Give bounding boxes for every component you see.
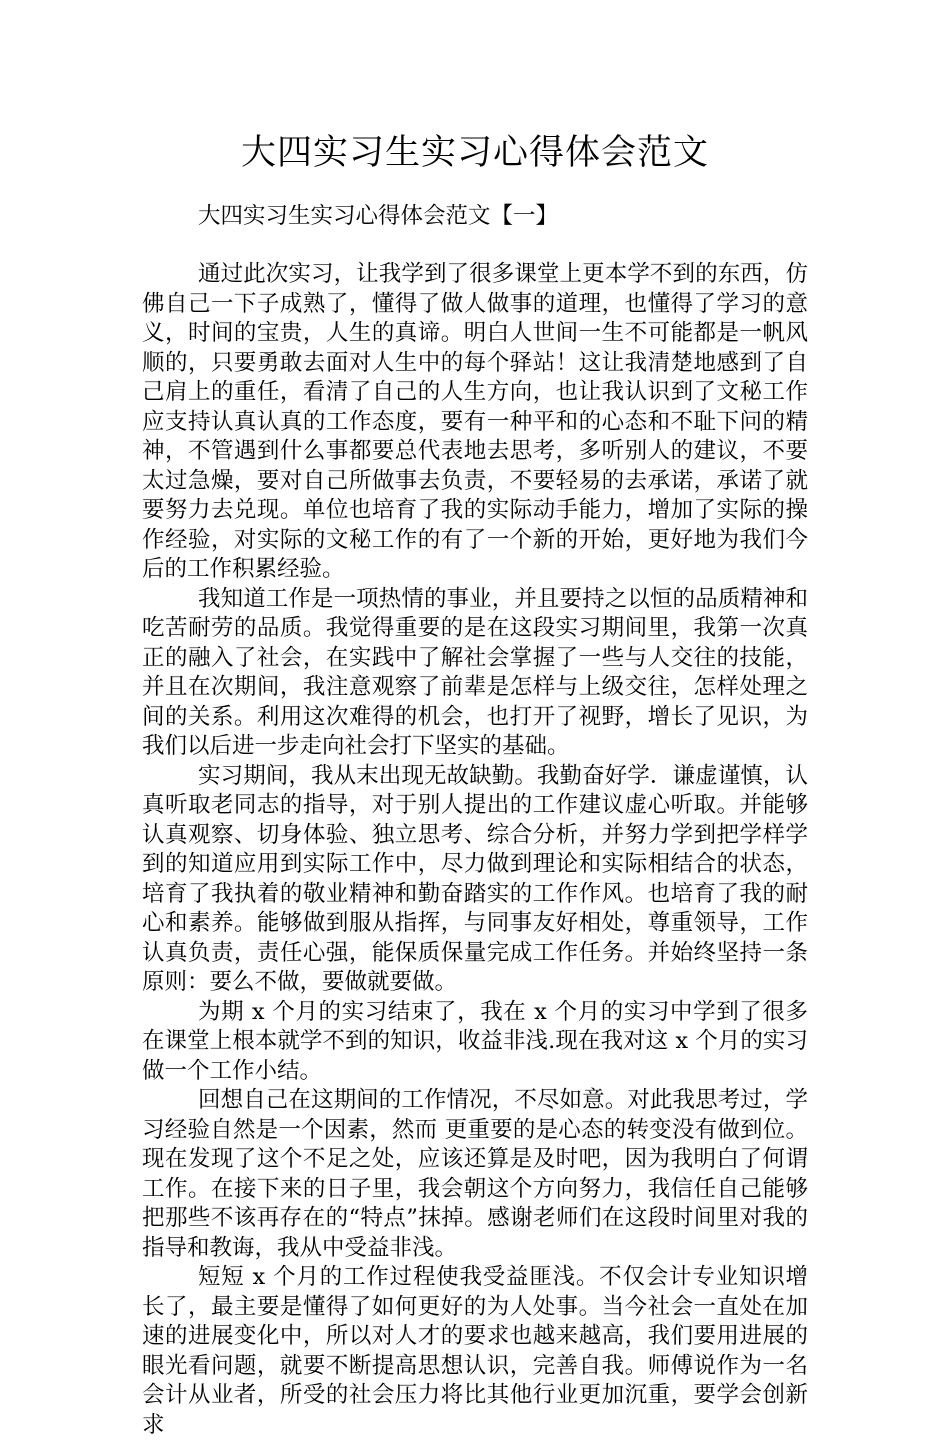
document-body xyxy=(142,260,808,1440)
body-paragraph: 我知道工作是一项热情的事业，并且要持之以恒的品质精神和吃苦耐劳的品质。我觉得重要的是在这段实习期间里，我第一次真正的融入了社会，在实践中了解社会掌握了一些与人交往的技能，并且在次期间，我注意观察了前辈是怎样与上级交往，怎样处理之间的关系。利用这次难得的机会，也打开了视野，增长了见识，为我们以后进一步走向社会打下坚实的基础。 xyxy=(142,585,808,759)
body-paragraph: 回想自己在这期间的工作情况，不尽如意。对此我思考过，学习经验自然是一个因素，然而 更重要的是心态的转变没有做到位。现在发现了这个不足之处，应该还算是及时吧，因为我明白了何谓工作。在接下来的日子里，我会朝这个方向努力，我信任自己能够把那些不该再存在的“特点”抹掉。感谢老师们在这段时间里对我的指导和教诲，我从中受益非浅。 xyxy=(142,1087,808,1261)
body-paragraph: 为期 x 个月的实习结束了，我在 x 个月的实习中学到了很多在课堂上根本就学不到的知识，收益非浅.现在我对这 x 个月的实习做一个工作小结。 xyxy=(142,998,808,1084)
body-paragraph: 短短 x 个月的工作过程使我受益匪浅。不仅会计专业知识增长了，最主要是懂得了如何更好的为人处事。当今社会一直处在加速的进展变化中，所以对人才的要求也越来越高，我们要用进展的眼光看问题，就要不断提高思想认识，完善自我。师傅说作为一名会计从业者，所受的社会压力将比其他行业更加沉重，要学会创新求 xyxy=(142,1264,808,1438)
body-paragraph: 实习期间，我从末出现无故缺勤。我勤奋好学．谦虚谨慎，认真听取老同志的指导，对于别人提出的工作建议虚心听取。并能够认真观察、切身体验、独立思考、综合分析，并努力学到把学样学到的知道应用到实际工作中，尽力做到理论和实际相结合的状态，培育了我执着的敬业精神和勤奋踏实的工作作风。也培育了我的耐心和素养。能够做到服从指挥，与同事友好相处，尊重领导，工作认真负责，责任心强，能保质保量完成工作任务。并始终坚持一条原则：要么不做，要做就要做。 xyxy=(142,762,808,995)
document-title: 大四实习生实习心得体会范文 xyxy=(240,133,709,173)
section-heading: 大四实习生实习心得体会范文【一】 xyxy=(198,203,559,229)
body-paragraph: 通过此次实习，让我学到了很多课堂上更本学不到的东西，仿佛自己一下子成熟了，懂得了做人做事的道理，也懂得了学习的意义，时间的宝贵，人生的真谛。明白人世间一生不可能都是一帆风顺的，只要勇敢去面对人生中的每个驿站！这让我清楚地感到了自己肩上的重任，看清了自己的人生方向，也让我认识到了文秘工作应支持认真认真的工作态度，要有一种平和的心态和不耻下问的精神，不管遇到什么事都要总代表地去思考，多听别人的建议，不要太过急燥，要对自己所做事去负责，不要轻易的去承诺，承诺了就要努力去兑现。单位也培育了我的实际动手能力，增加了实际的操作经验，对实际的文秘工作的有了一个新的开始，更好地为我们今后的工作积累经验。 xyxy=(142,261,808,582)
